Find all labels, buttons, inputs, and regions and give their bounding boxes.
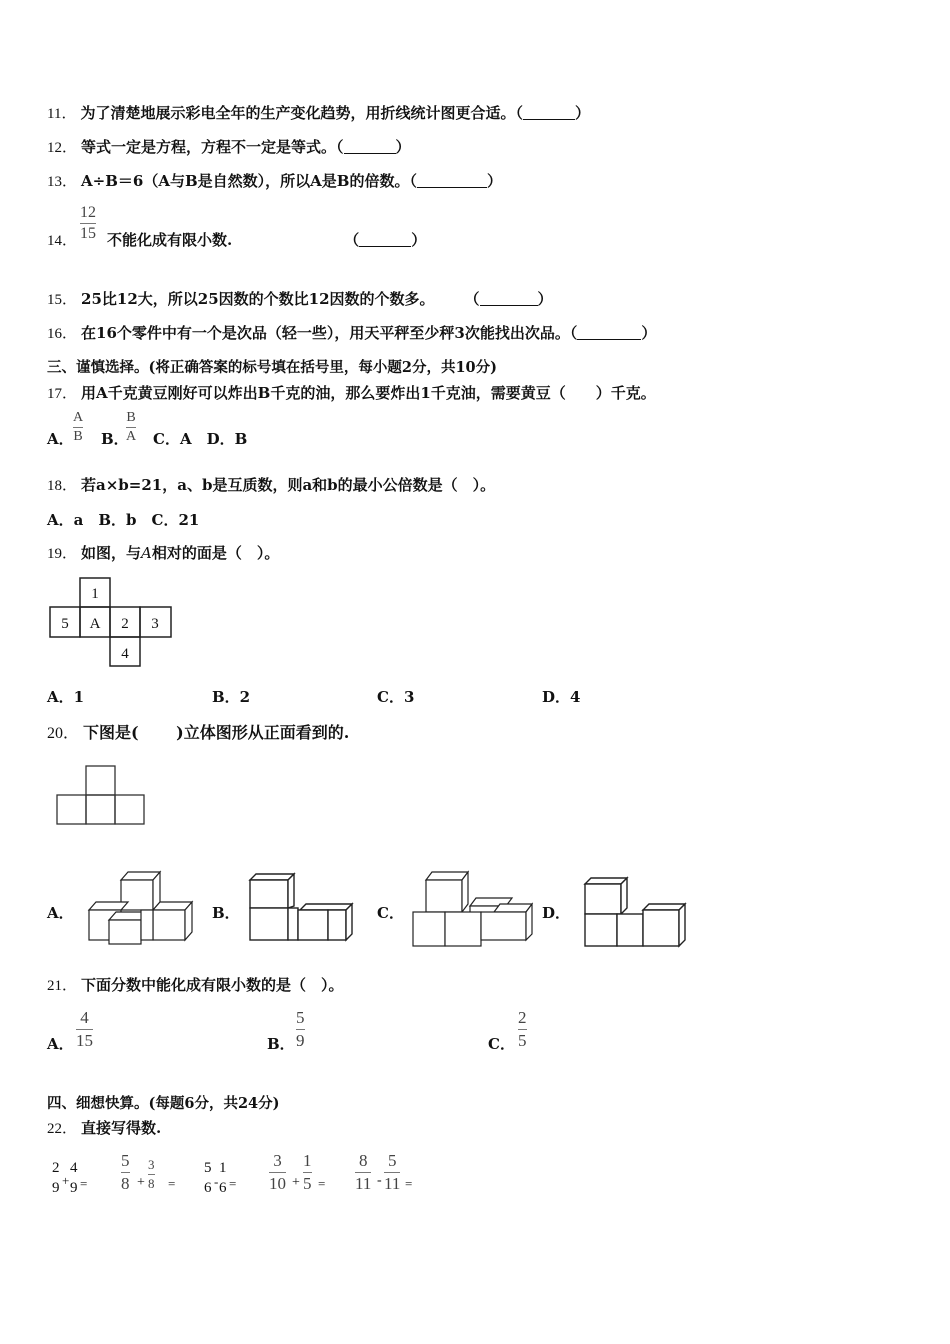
fraction-b-over-a (126, 410, 136, 445)
net-face-right1: 2 (121, 616, 129, 632)
denominator: 9 (52, 1180, 60, 1196)
denominator: 5 (303, 1174, 312, 1193)
option-b-label[interactable]: B． (267, 1035, 295, 1053)
question-text: 用A千克黄豆刚好可以炸出B千克的油，那么要炸出1千克油，需要黄豆（ ）千克。 (81, 384, 656, 402)
option-a-label[interactable]: A． (47, 904, 74, 922)
question-11 (47, 102, 590, 123)
expr2-fraction-a (121, 1151, 130, 1194)
question-14 (47, 229, 426, 250)
denominator: 9 (70, 1180, 78, 1196)
front-view-figure (57, 765, 147, 825)
denominator: B (73, 429, 83, 444)
question-13 (47, 170, 502, 191)
question-20 (47, 720, 349, 743)
numerator: B (126, 410, 136, 425)
denominator: 10 (269, 1174, 286, 1193)
question-22 (47, 1117, 161, 1138)
paren-close: ） (641, 324, 657, 342)
expr1-fraction-b (70, 1160, 78, 1197)
expr5-fraction-b (384, 1151, 400, 1194)
expr2-fraction-b (148, 1157, 155, 1192)
question-16 (47, 322, 656, 343)
denominator: A (126, 429, 137, 444)
answer-blank[interactable] (344, 139, 396, 154)
question-text: A÷B＝6（A与B是自然数），所以A是B的倍数。（ (81, 172, 417, 190)
net-face-center: A (89, 616, 101, 632)
numerator: 2 (518, 1008, 527, 1027)
options-c-d[interactable]: C．A D．B (153, 430, 248, 448)
question-17 (47, 382, 656, 403)
option-c-label[interactable]: C． (488, 1035, 515, 1053)
option-d[interactable]: D．4 (542, 688, 581, 706)
question-text: 为了清楚地展示彩电全年的生产变化趋势，用折线统计图更合适。（ (80, 104, 523, 122)
net-face-bottom: 4 (121, 646, 129, 662)
question-18-options[interactable]: A．a B．b C．21 (47, 511, 200, 529)
expr1-operator: + (62, 1173, 70, 1188)
question-number: 19． (47, 546, 78, 562)
expr3-fraction-a (204, 1160, 212, 1197)
variable-a: A (141, 544, 152, 562)
option-d-label[interactable]: D． (542, 904, 571, 922)
paren-close: ） (574, 104, 590, 122)
numerator: 1 (219, 1160, 227, 1176)
question-21 (47, 974, 344, 995)
denominator: 9 (296, 1031, 305, 1050)
numerator: 4 (70, 1160, 78, 1176)
denominator: 6 (204, 1180, 212, 1196)
expr4-fraction-b (303, 1151, 312, 1194)
numerator: 5 (387, 1151, 397, 1170)
option-a-label[interactable]: A． (47, 1035, 74, 1053)
net-face-right2: 3 (151, 616, 159, 632)
denominator: 11 (355, 1174, 372, 1193)
option-c[interactable]: C．3 (377, 688, 415, 706)
numerator: 1 (303, 1151, 312, 1170)
numerator: 5 (204, 1160, 212, 1176)
numerator: 8 (358, 1151, 368, 1170)
answer-blank[interactable] (577, 325, 641, 340)
question-text: 直接写得数. (81, 1119, 162, 1137)
denominator: 8 (121, 1174, 130, 1193)
question-number: 14． (47, 233, 78, 249)
expr3-fraction-b (219, 1160, 227, 1197)
numerator: 3 (273, 1151, 282, 1170)
paren-open: （ (464, 290, 480, 308)
question-text: 下图是( )立体图形从正面看到的. (83, 723, 350, 742)
answer-blank[interactable] (523, 105, 575, 120)
paren-close: ） (486, 172, 502, 190)
numerator: 2 (52, 1160, 60, 1176)
fraction-12-15 (80, 204, 96, 243)
answer-blank[interactable] (359, 232, 411, 247)
paren-close: ） (411, 231, 427, 249)
expr3-equals[interactable]: = (229, 1176, 237, 1191)
question-15 (47, 288, 553, 309)
expr2-operator: + (137, 1175, 145, 1190)
numerator: 12 (80, 204, 96, 221)
option-b-label[interactable]: B． (101, 430, 129, 448)
expr5-operator: - (377, 1173, 382, 1188)
answer-blank[interactable] (480, 291, 538, 306)
denominator: 6 (219, 1180, 227, 1196)
question-number: 17． (47, 386, 78, 402)
denominator: 5 (518, 1031, 527, 1050)
numerator: 5 (121, 1151, 130, 1170)
net-face-top: 1 (91, 586, 99, 602)
fraction-2-5 (518, 1008, 527, 1051)
expr4-operator: + (292, 1175, 300, 1190)
section-3-heading: 三、谨慎选择。(将正确答案的标号填在括号里，每小题2分，共10分) (47, 359, 497, 376)
question-text: 若a×b=21，a、b是互质数，则a和b的最小公倍数是（ ）。 (81, 476, 496, 494)
section-4-heading: 四、细想快算。(每题6分，共24分) (47, 1095, 280, 1112)
numerator: 4 (80, 1008, 89, 1027)
expr1-fraction-a (52, 1160, 60, 1197)
question-18 (47, 474, 495, 495)
option-a[interactable]: A．1 (47, 688, 85, 706)
question-19 (47, 542, 279, 563)
fraction-a-over-b (73, 410, 83, 445)
expr4-fraction-a (269, 1151, 286, 1194)
question-text: 在16个零件中有一个是次品（轻一些），用天平秤至少秤3次能找出次品。（ (81, 324, 578, 342)
question-text: 不能化成有限小数. (107, 231, 233, 249)
option-b[interactable]: B．2 (212, 688, 251, 706)
question-text: 如图，与 (81, 544, 142, 562)
cube-net-figure (49, 577, 174, 667)
solid-option-c[interactable] (412, 872, 534, 948)
expr2-equals[interactable]: = (168, 1176, 176, 1191)
denominator: 15 (76, 1031, 93, 1050)
numerator: 5 (296, 1008, 305, 1027)
option-a-label[interactable]: A． (47, 430, 74, 448)
question-number: 12． (47, 140, 78, 156)
denominator: 15 (80, 225, 96, 242)
fraction-5-9 (296, 1008, 305, 1051)
answer-blank[interactable] (417, 173, 487, 188)
question-number: 18． (47, 478, 78, 494)
denominator: 11 (384, 1174, 401, 1193)
solid-option-a[interactable] (88, 872, 194, 944)
fraction-4-15 (76, 1008, 93, 1051)
expr4-equals[interactable]: = (318, 1176, 326, 1191)
question-text: 25比12大，所以25因数的个数比12因数的个数多。 (81, 290, 435, 308)
question-number: 16． (47, 326, 78, 342)
expr5-equals[interactable]: = (405, 1176, 413, 1191)
paren-close: ） (395, 138, 411, 156)
paren-open: （ (344, 231, 360, 249)
net-face-left: 5 (61, 616, 69, 632)
expr3-operator: - (214, 1174, 219, 1189)
question-number: 22． (47, 1121, 78, 1137)
question-number: 21． (47, 978, 78, 994)
option-c-label[interactable]: C． (377, 904, 404, 922)
question-text: 等式一定是方程，方程不一定是等式。（ (81, 138, 344, 156)
expr1-equals[interactable]: = (80, 1176, 88, 1191)
question-12 (47, 136, 411, 157)
option-b-label[interactable]: B． (212, 904, 240, 922)
question-text: 下面分数中能化成有限小数的是（ ）。 (81, 976, 344, 994)
expr5-fraction-a (355, 1151, 371, 1194)
question-text-end: 相对的面是（ ）。 (151, 544, 280, 562)
solid-option-b[interactable] (248, 872, 354, 944)
question-number: 13． (47, 174, 78, 190)
question-number: 20． (47, 725, 80, 742)
numerator: 3 (148, 1157, 155, 1172)
paren-close: ） (537, 290, 553, 308)
solid-option-d[interactable] (583, 876, 689, 948)
denominator: 8 (148, 1176, 155, 1191)
question-number: 11． (47, 106, 77, 122)
numerator: A (73, 410, 84, 425)
question-number: 15． (47, 292, 78, 308)
